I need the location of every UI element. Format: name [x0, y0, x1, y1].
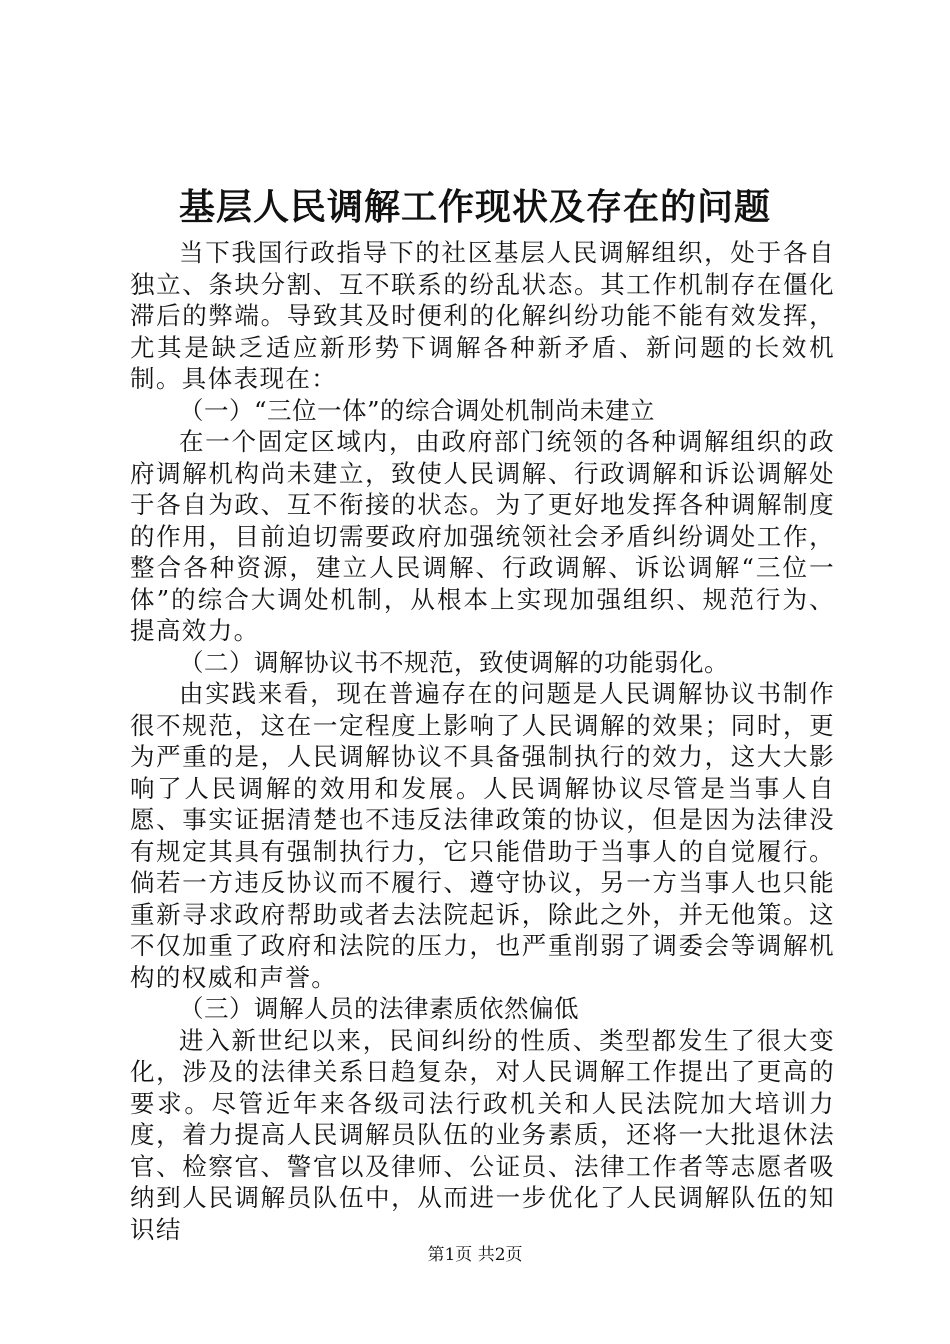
paragraph-section-3: 进入新世纪以来，民间纠纷的性质、类型都发生了很大变化，涉及的法律关系日趋复杂，对人民调解工作提出了更高的要求。尽管近年来各级司法行政机关和人民法院加大培训力度，着力提高人民调解员队伍的业务素质，还将一大批退休法官、检察官、警官以及律师、公证员、法律工作者等志愿者吸纳到人民调解员队伍中，从而进一步优化了人民调解队伍的知识结: [130, 1025, 835, 1244]
paragraph-section-1: 在一个固定区域内，由政府部门统领的各种调解组织的政府调解机构尚未建立，致使人民调解、行政调解和诉讼调解处于各自为政、互不衔接的状态。为了更好地发挥各种调解制度的作用，目前迫切需要政府加强统领社会矛盾纠纷调处工作，整合各种资源，建立人民调解、行政调解、诉讼调解“三位一体”的综合大调处机制，从根本上实现加强组织、规范行为、提高效力。: [130, 427, 835, 645]
document-title: 基层人民调解工作现状及存在的问题: [178, 186, 771, 228]
paragraph-intro: 当下我国行政指导下的社区基层人民调解组织，处于各自独立、条块分割、互不联系的纷乱状态。其工作机制存在僵化滞后的弊端。导致其及时便利的化解纠纷功能不能有效发挥，尤其是缺乏适应新形势下调解各种新矛盾、新问题的长效机制。具体表现在：: [130, 238, 835, 393]
section-heading-2: （二）调解协议书不规范，致使调解的功能弱化。: [179, 647, 729, 677]
section-heading-3: （三）调解人员的法律素质依然偏低: [179, 994, 579, 1023]
page-footer: 第1页 共2页: [427, 1245, 523, 1265]
paragraph-section-2: 由实践来看，现在普遍存在的问题是人民调解协议书制作很不规范，这在一定程度上影响了人民调解的效果；同时，更为严重的是，人民调解协议不具备强制执行的效力，这大大影响了人民调解的效用和发展。人民调解协议尽管是当事人自愿、事实证据清楚也不违反法律政策的协议，但是因为法律没有规定其具有强制执行力，它只能借助于当事人的自觉履行。倘若一方违反协议而不履行、遵守协议，另一方当事人也只能重新寻求政府帮助或者去法院起诉，除此之外，并无他策。这不仅加重了政府和法院的压力，也严重削弱了调委会等调解机构的权威和声誉。: [130, 679, 835, 992]
document-body: [130, 237, 835, 1245]
section-heading-1: （一）“三位一体”的综合调处机制尚未建立: [179, 395, 656, 425]
